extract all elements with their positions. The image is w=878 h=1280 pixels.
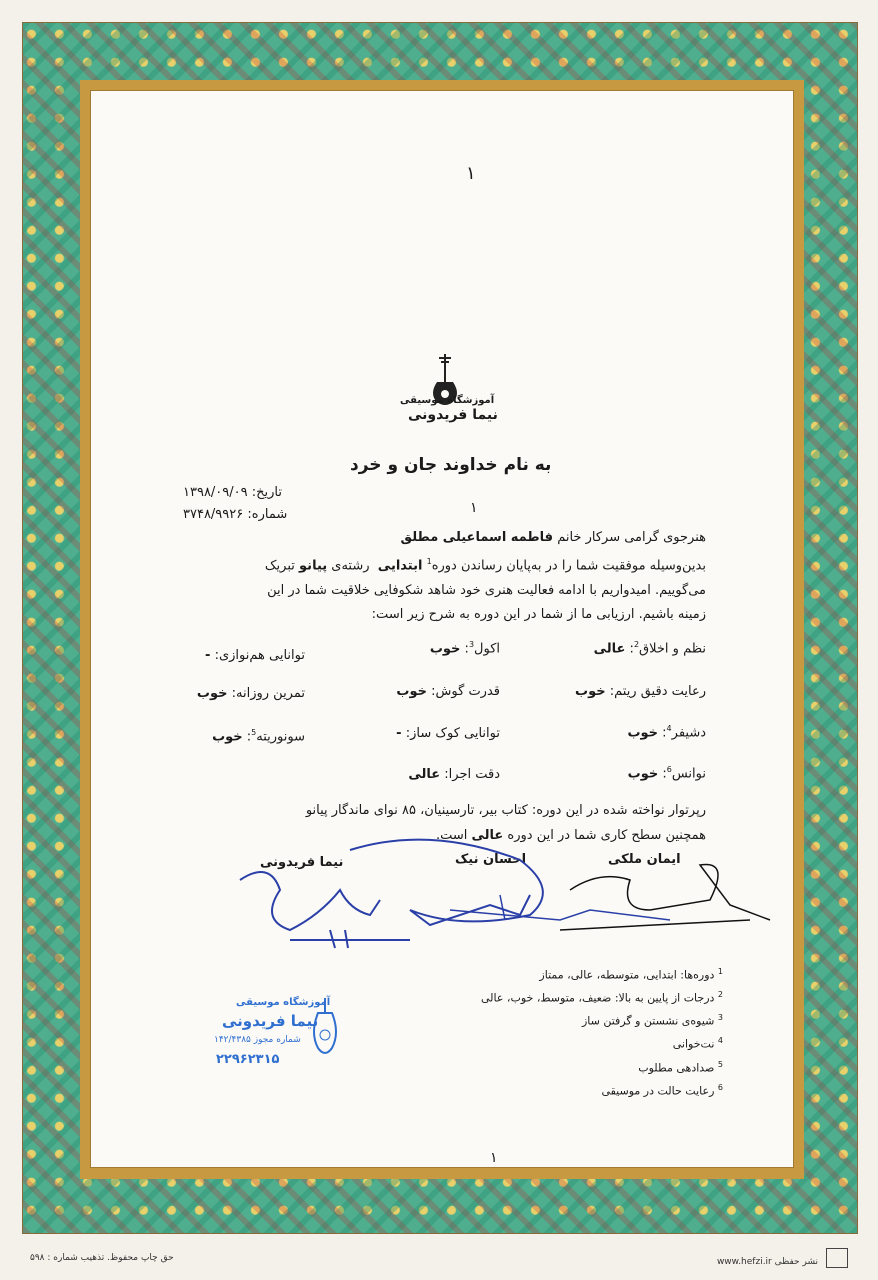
stamp-line-4: ۲۲۹۶۲۳۱۵ (216, 1052, 280, 1067)
grade-label: قدرت گوش: (431, 684, 500, 699)
grade-practice (197, 686, 305, 701)
grade-sup: 5 (251, 728, 257, 737)
grade-sightreading: دشیفر$^4$: خوب (627, 724, 706, 741)
grade-value: خوب (627, 725, 659, 741)
grade-value: خوب (196, 686, 228, 701)
grade-value: - (396, 726, 402, 741)
stamp-line-2: نیما فریدونی (222, 1012, 319, 1030)
grade-tuning (396, 726, 500, 741)
grade-posture: اکول$^3$: خوب (429, 640, 500, 657)
certificate-title: به نام خداوند جان و خرد (350, 455, 552, 475)
logo-line-1: آموزشگاه موسیقی (400, 395, 495, 406)
footnote-item (481, 1078, 723, 1101)
overall-level: عالی (471, 828, 504, 843)
grade-value: خوب (396, 684, 428, 699)
bottom-mark: ۱ (490, 1150, 498, 1166)
repertoire-line-1: رپرتوار نواخته شده در این دوره: کتاب بیر، تارسینیان، ۸۵ نوای ماندگار پیانو (305, 803, 706, 818)
grade-label: دشیفر (671, 725, 706, 741)
body-line-1 (265, 557, 706, 573)
footnote-number: 5 (717, 1059, 723, 1069)
date-line (183, 485, 282, 500)
footer-publisher: www.hefzi.ir نشر حفظی (716, 1257, 818, 1267)
footnote-text: درجات از پایین به بالا: ضعیف، متوسط، خوب، عالی (481, 991, 715, 1005)
repertoire-line-2-a: همچنین سطح کاری شما در این دوره (507, 828, 706, 843)
stamp-line-3: شماره مجوز ۱۴۲/۴۳۸۵ (214, 1035, 301, 1045)
signatory-2: احسان نیک (455, 852, 527, 867)
grade-accuracy (408, 767, 500, 782)
footnotes (481, 962, 723, 1101)
footnote-item (481, 962, 723, 985)
grade-sup: 6 (666, 765, 672, 774)
grade-sup: 3 (468, 640, 475, 649)
footnote-item (481, 1008, 723, 1031)
footnote-text: دوره‌ها: ابتدایی، متوسطه، عالی، ممتاز (539, 968, 715, 982)
footnote-text: رعایت حالت در موسیقی (601, 1084, 715, 1098)
number-value: ۳۷۴۸/۹۹۲۶ (183, 507, 244, 522)
grade-sonority: سونوریته$^5$: خوب (212, 728, 305, 745)
grade-sup: 2 (633, 640, 640, 649)
grade-label: تمرین روزانه: (231, 686, 305, 701)
footnote-text: شیوه‌ی نشستن و گرفتن ساز (581, 1014, 715, 1028)
student-name: فاطمه اسماعیلی مطلق (400, 530, 554, 545)
date-label: تاریخ: (251, 485, 283, 500)
grade-label: نوانس (671, 766, 706, 782)
repertoire-line-2-b: است. (435, 828, 468, 843)
footnote-item (481, 985, 723, 1008)
body-line-1-c: تبریک (264, 558, 295, 574)
footnote-number: 3 (717, 1013, 723, 1023)
grade-label: اکول (474, 641, 500, 657)
footnote-number: 6 (717, 1082, 723, 1092)
grade-value: عالی (593, 641, 626, 657)
footnote-text: نت‌خوانی (672, 1038, 715, 1052)
grade-discipline: نظم و اخلاق$^2$: عالی (593, 640, 706, 657)
greeting-prefix: هنرجوی گرامی سرکار خانم (557, 530, 706, 545)
footnote-number: 2 (717, 990, 723, 1000)
publisher-logo-icon (826, 1248, 848, 1268)
grade-label: نظم و اخلاق (639, 641, 706, 657)
number-label: شماره: (247, 507, 288, 522)
grade-nuance: نوانس$^6$: خوب (627, 765, 706, 782)
grade-sup: 4 (666, 724, 672, 733)
grade-value: خوب (627, 766, 659, 782)
date-value: ۱۳۹۸/۰۹/۰۹ (183, 485, 248, 500)
grade-label: توانایی هم‌نوازی: (214, 648, 305, 663)
signatory-1: ایمان ملکی (608, 852, 681, 867)
grade-value: عالی (408, 767, 441, 782)
greeting-line (401, 530, 706, 545)
footnote-item (481, 1031, 723, 1054)
grade-value: خوب (212, 729, 243, 745)
signatory-3: نیما فریدونی (260, 855, 344, 870)
logo-line-2: نیما فریدونی (408, 407, 498, 423)
handwritten-mark: ۱ (466, 163, 476, 184)
footnote-item (481, 1055, 723, 1078)
handwritten-mark-2: ۱ (470, 500, 478, 516)
grade-label: توانایی کوک ساز: (405, 726, 500, 741)
grade-label: دقت اجرا: (444, 767, 500, 782)
body-line-1-a: بدین‌وسیله موفقیت شما را در به‌پایان رساندن دوره (431, 558, 706, 574)
grade-label: رعایت دقیق ریتم: (609, 684, 706, 699)
footnote-text: صدادهی مطلوب (638, 1061, 715, 1075)
grade-value: - (205, 648, 211, 663)
footnote-number: 4 (717, 1036, 723, 1046)
footnote-ref-1: 1 (426, 557, 432, 566)
body-line-3: زمینه باشیم. ارزیابی ما از شما در این دوره به شرح زیر است: (371, 607, 706, 622)
grade-rhythm (575, 684, 706, 699)
grade-value: خوب (575, 684, 606, 699)
body-line-1-b: رشته‌ی (331, 558, 370, 574)
body-line-2: می‌گوییم. امیدواریم با ادامه فعالیت هنری خود شاهد شکوفایی خلاقیت شما در این (267, 583, 706, 598)
course-field: پیانو (299, 558, 328, 574)
stamp-line-1: آموزشگاه موسیقی (236, 997, 331, 1008)
footer-copyright: حق چاپ محفوظ. تذهیب شماره : ۵۹۸ (30, 1253, 174, 1263)
course-level: ابتدایی (377, 558, 423, 574)
grade-label: سونوریته (256, 729, 305, 745)
grade-value: خوب (429, 641, 461, 657)
grade-ear (396, 684, 500, 699)
number-line (183, 507, 287, 522)
footnote-number: 1 (717, 967, 723, 976)
grade-ensemble (205, 648, 305, 663)
signatures (230, 820, 790, 960)
